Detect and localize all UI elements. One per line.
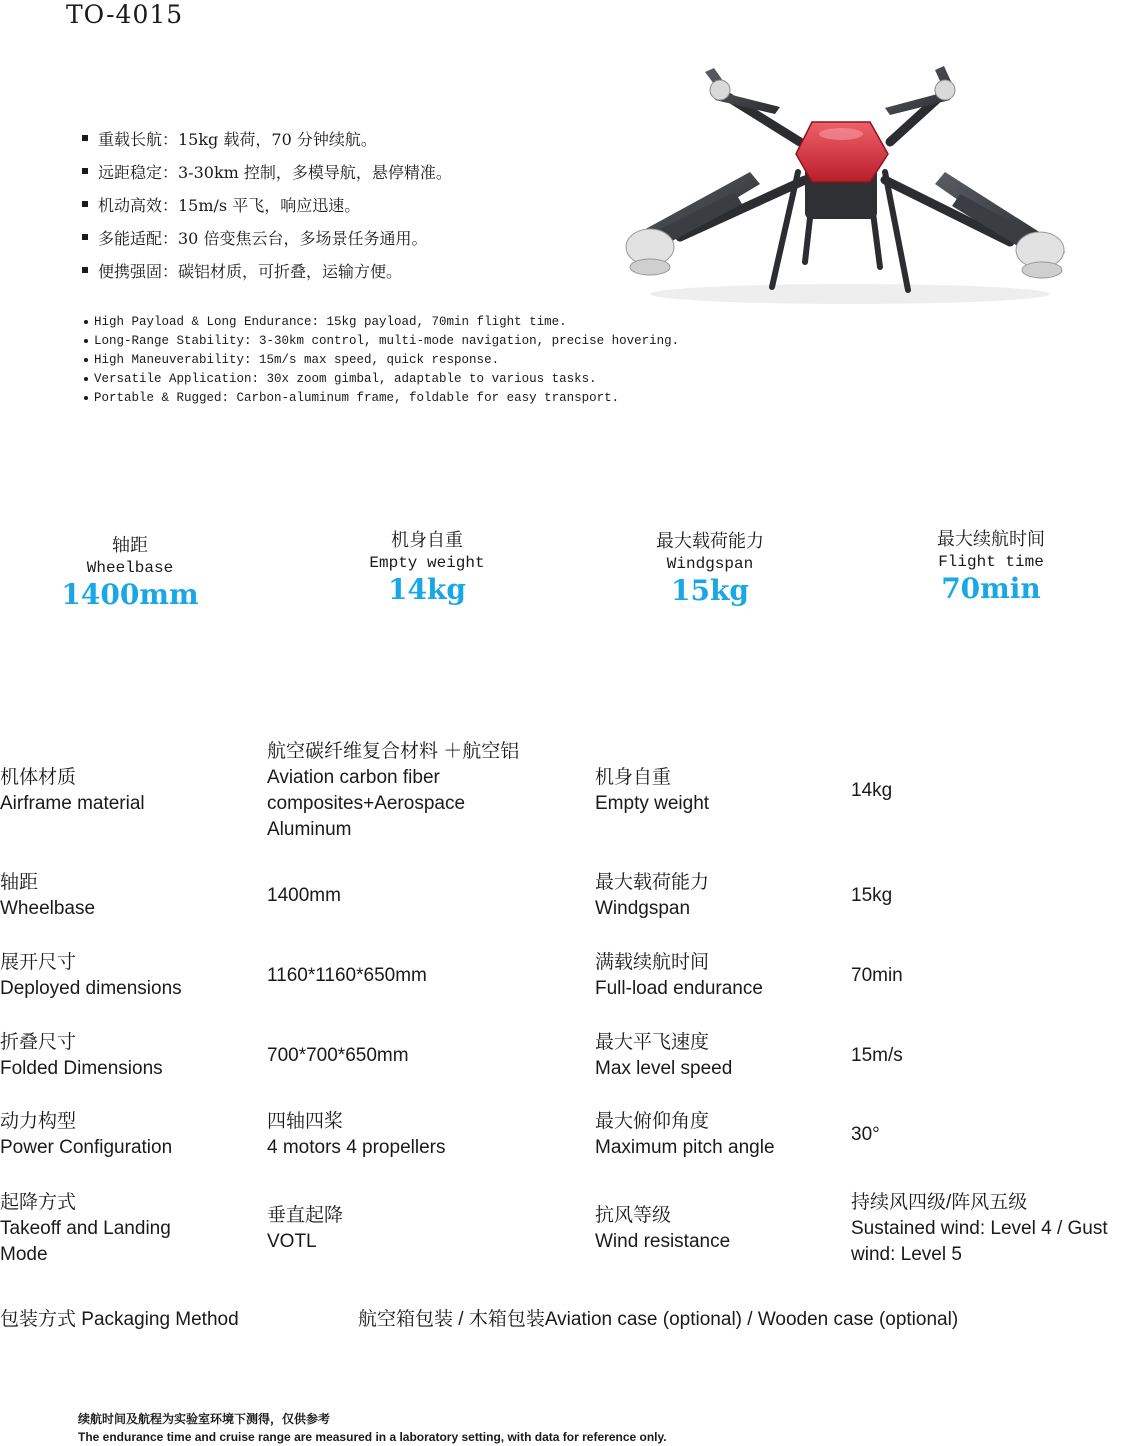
- spec-value: 四轴四桨 4 motors 4 propellers: [267, 1111, 446, 1158]
- features-en-list: [84, 313, 679, 408]
- stat-payload: 最大载荷能力 Windgspan 15kg: [656, 531, 764, 607]
- spec-label: 起降方式 Takeoff and Landing Mode: [0, 1192, 171, 1265]
- spec-label: 机身自重 Empty weight: [595, 767, 710, 814]
- spec-label: 机体材质 Airframe material: [0, 767, 145, 814]
- square-bullet-icon: [82, 168, 88, 174]
- packaging-label: 包装方式 Packaging Method: [0, 1309, 239, 1330]
- feature-en-item: Portable & Rugged: Carbon-aluminum frame, foldable for easy transport.: [84, 389, 679, 408]
- spec-value: 航空碳纤维复合材料 ＋航空铝 Aviation carbon fiber composites+Aerospace Aluminum: [267, 741, 520, 840]
- footnote-en: The endurance time and cruise range are measured in a laboratory setting, with data for reference only.: [78, 1430, 667, 1444]
- spec-label: 最大平飞速度 Max level speed: [595, 1032, 733, 1079]
- spec-row: [0, 945, 1123, 1007]
- spec-value: 30°: [851, 1124, 880, 1145]
- spec-value: 垂直起降 VOTL: [267, 1205, 344, 1252]
- spec-value: 700*700*650mm: [267, 1045, 409, 1066]
- spec-value: 15m/s: [851, 1045, 903, 1066]
- dot-bullet-icon: [84, 377, 88, 381]
- spec-row: [0, 865, 1123, 927]
- spec-label: 最大载荷能力 Windgspan: [595, 872, 710, 919]
- feature-en-item: High Maneuverability: 15m/s max speed, quick response.: [84, 351, 679, 370]
- feature-cn-item: 机动高效：15m/s 平飞，响应迅速。: [82, 194, 452, 227]
- feature-cn-item: 远距稳定：3-30km 控制，多模导航，悬停精准。: [82, 161, 452, 194]
- feature-en-item: Versatile Application: 30x zoom gimbal, adaptable to various tasks.: [84, 370, 679, 389]
- spec-row: [0, 1104, 1123, 1166]
- square-bullet-icon: [82, 201, 88, 207]
- stat-flight-time: 最大续航时间 Flight time 70min: [937, 529, 1045, 605]
- spec-row: [0, 1025, 1123, 1087]
- spec-value: 70min: [851, 965, 903, 986]
- feature-cn-item: 便携强固：碳铝材质，可折叠，运输方便。: [82, 260, 452, 293]
- spec-value: 14kg: [851, 780, 893, 801]
- spec-label: 满载续航时间 Full-load endurance: [595, 952, 763, 999]
- footnote-cn: 续航时间及航程为实验室环境下测得，仅供参考: [78, 1412, 331, 1426]
- spec-value: 15kg: [851, 885, 893, 906]
- spec-row: [0, 1188, 1123, 1270]
- model-title: TO-4015: [66, 0, 184, 29]
- dot-bullet-icon: [84, 339, 88, 343]
- spec-table: [0, 735, 1123, 1265]
- feature-cn-item: 多能适配：30 倍变焦云台，多场景任务通用。: [82, 227, 452, 260]
- spec-label: 展开尺寸 Deployed dimensions: [0, 952, 182, 999]
- spec-label: 折叠尺寸 Folded Dimensions: [0, 1032, 163, 1079]
- spec-row: [0, 735, 1123, 847]
- spec-label: 抗风等级 Wind resistance: [595, 1205, 731, 1252]
- spec-value: 1160*1160*650mm: [267, 965, 427, 986]
- spec-value: 1400mm: [267, 885, 341, 906]
- feature-en-item: Long-Range Stability: 3-30km control, multi-mode navigation, precise hovering.: [84, 332, 679, 351]
- feature-cn-item: 重载长航：15kg 载荷，70 分钟续航。: [82, 128, 452, 161]
- square-bullet-icon: [82, 135, 88, 141]
- features-cn-list: [82, 128, 452, 293]
- spec-label: 动力构型 Power Configuration: [0, 1111, 173, 1158]
- footnote: [78, 1410, 667, 1446]
- stat-wheelbase: 轴距 Wheelbase 1400mm: [61, 535, 199, 611]
- square-bullet-icon: [82, 234, 88, 240]
- dot-bullet-icon: [84, 358, 88, 362]
- stat-empty-weight: 机身自重 Empty weight 14kg: [369, 530, 485, 606]
- spec-label: 最大俯仰角度 Maximum pitch angle: [595, 1111, 775, 1158]
- spec-value: 持续风四级/阵风五级 Sustained wind: Level 4 / Gust wind: Level 5: [851, 1192, 1108, 1265]
- dot-bullet-icon: [84, 320, 88, 324]
- packaging-value: 航空箱包装 / 木箱包装Aviation case (optional) / Wooden case (optional): [358, 1309, 959, 1330]
- dot-bullet-icon: [84, 396, 88, 400]
- square-bullet-icon: [82, 267, 88, 273]
- spec-label: 轴距 Wheelbase: [0, 872, 96, 919]
- feature-en-item: High Payload & Long Endurance: 15kg payload, 70min flight time.: [84, 313, 679, 332]
- drone-product-image: [600, 62, 1090, 312]
